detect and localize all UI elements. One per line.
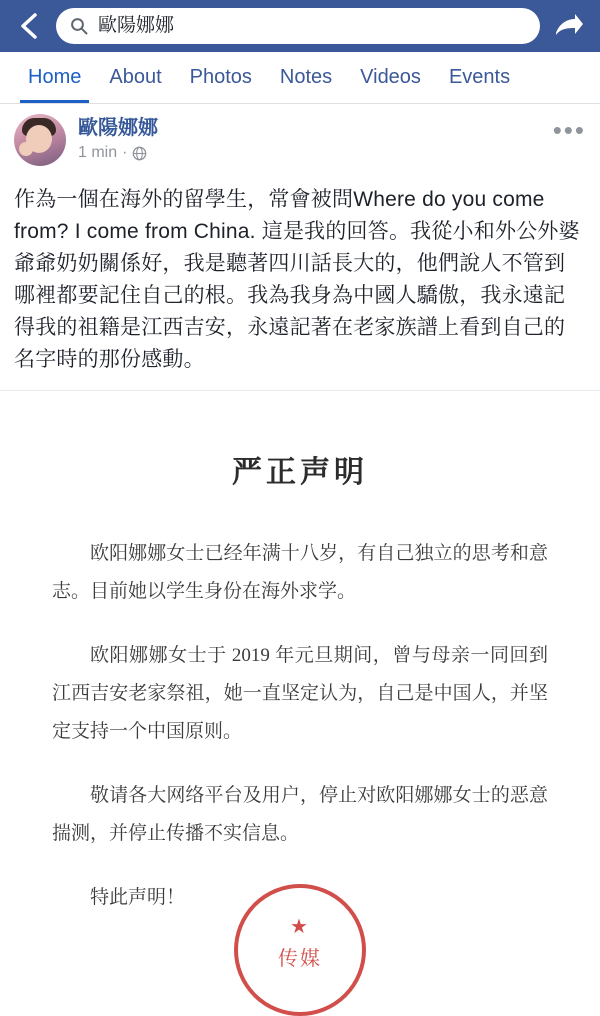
tab-home[interactable] <box>14 52 95 103</box>
tab-notes-label: Notes <box>279 66 333 88</box>
tab-home-label: Home <box>28 66 82 88</box>
post-timestamp: 1 min <box>78 144 118 161</box>
more-options-icon[interactable]: ••• <box>552 115 586 145</box>
tab-photos-label: Photos <box>189 66 252 88</box>
tab-about[interactable] <box>95 52 175 103</box>
statement-title: 严正声明 <box>232 456 368 489</box>
avatar-hand <box>19 142 33 156</box>
tab-photos[interactable] <box>176 52 266 103</box>
seal-text: 传媒 <box>278 947 322 970</box>
profile-tabs <box>0 52 600 104</box>
post-meta <box>78 144 158 162</box>
tab-videos-label: Videos <box>360 66 421 88</box>
statement-paragraph-4: 特此声明！ <box>90 887 186 908</box>
post-author-block <box>78 114 158 162</box>
post-meta-separator: · <box>122 144 128 161</box>
globe-icon <box>132 146 147 161</box>
post <box>0 104 600 390</box>
tab-events-label: Events <box>448 66 511 88</box>
search-input-value: 歐陽娜娜 <box>98 15 175 36</box>
tab-notes[interactable] <box>266 52 346 103</box>
avatar[interactable] <box>14 114 66 166</box>
attached-statement-image[interactable] <box>0 390 600 970</box>
search-input[interactable] <box>56 8 540 44</box>
tab-videos[interactable] <box>346 52 435 103</box>
post-header <box>14 114 586 170</box>
statement-paragraph-3: 敬请各大网络平台及用户，停止对欧阳娜娜女士的恶意揣测，并停止传播不实信息。 <box>52 785 548 844</box>
top-search-bar <box>0 0 600 52</box>
chevron-left-icon[interactable] <box>12 9 46 43</box>
company-seal-stamp <box>234 884 366 1016</box>
share-arrow-icon[interactable] <box>550 9 588 43</box>
seal-star-icon: ★ <box>290 916 310 938</box>
statement-paragraph-2: 欧阳娜娜女士于 2019 年元旦期间，曾与母亲一同回到江西吉安老家祭祖，她一直坚定认为，自己是中国人，并坚定支持一个中国原则。 <box>52 645 548 742</box>
post-author-name[interactable]: 歐陽娜娜 <box>78 117 158 139</box>
statement-paragraph-1: 欧阳娜娜女士已经年满十八岁，有自己独立的思考和意志。目前她以学生身份在海外求学。 <box>52 543 548 602</box>
post-body-text: 作為一個在海外的留學生，常會被問Where do you come from? I come from China. 這是我的回答。我從小和外公外婆爺爺奶奶關係好，我是聽著四川話長大的，他們說人不管到哪裡都要記住自己的根。我為我身為中國人驕傲，我永遠記得我的祖籍是江西吉安，永遠記著在老家族譜上看到自己的名字時的那份感動。 <box>14 188 580 371</box>
tab-events[interactable] <box>435 52 524 103</box>
search-icon <box>70 17 88 35</box>
tab-about-label: About <box>109 66 162 88</box>
